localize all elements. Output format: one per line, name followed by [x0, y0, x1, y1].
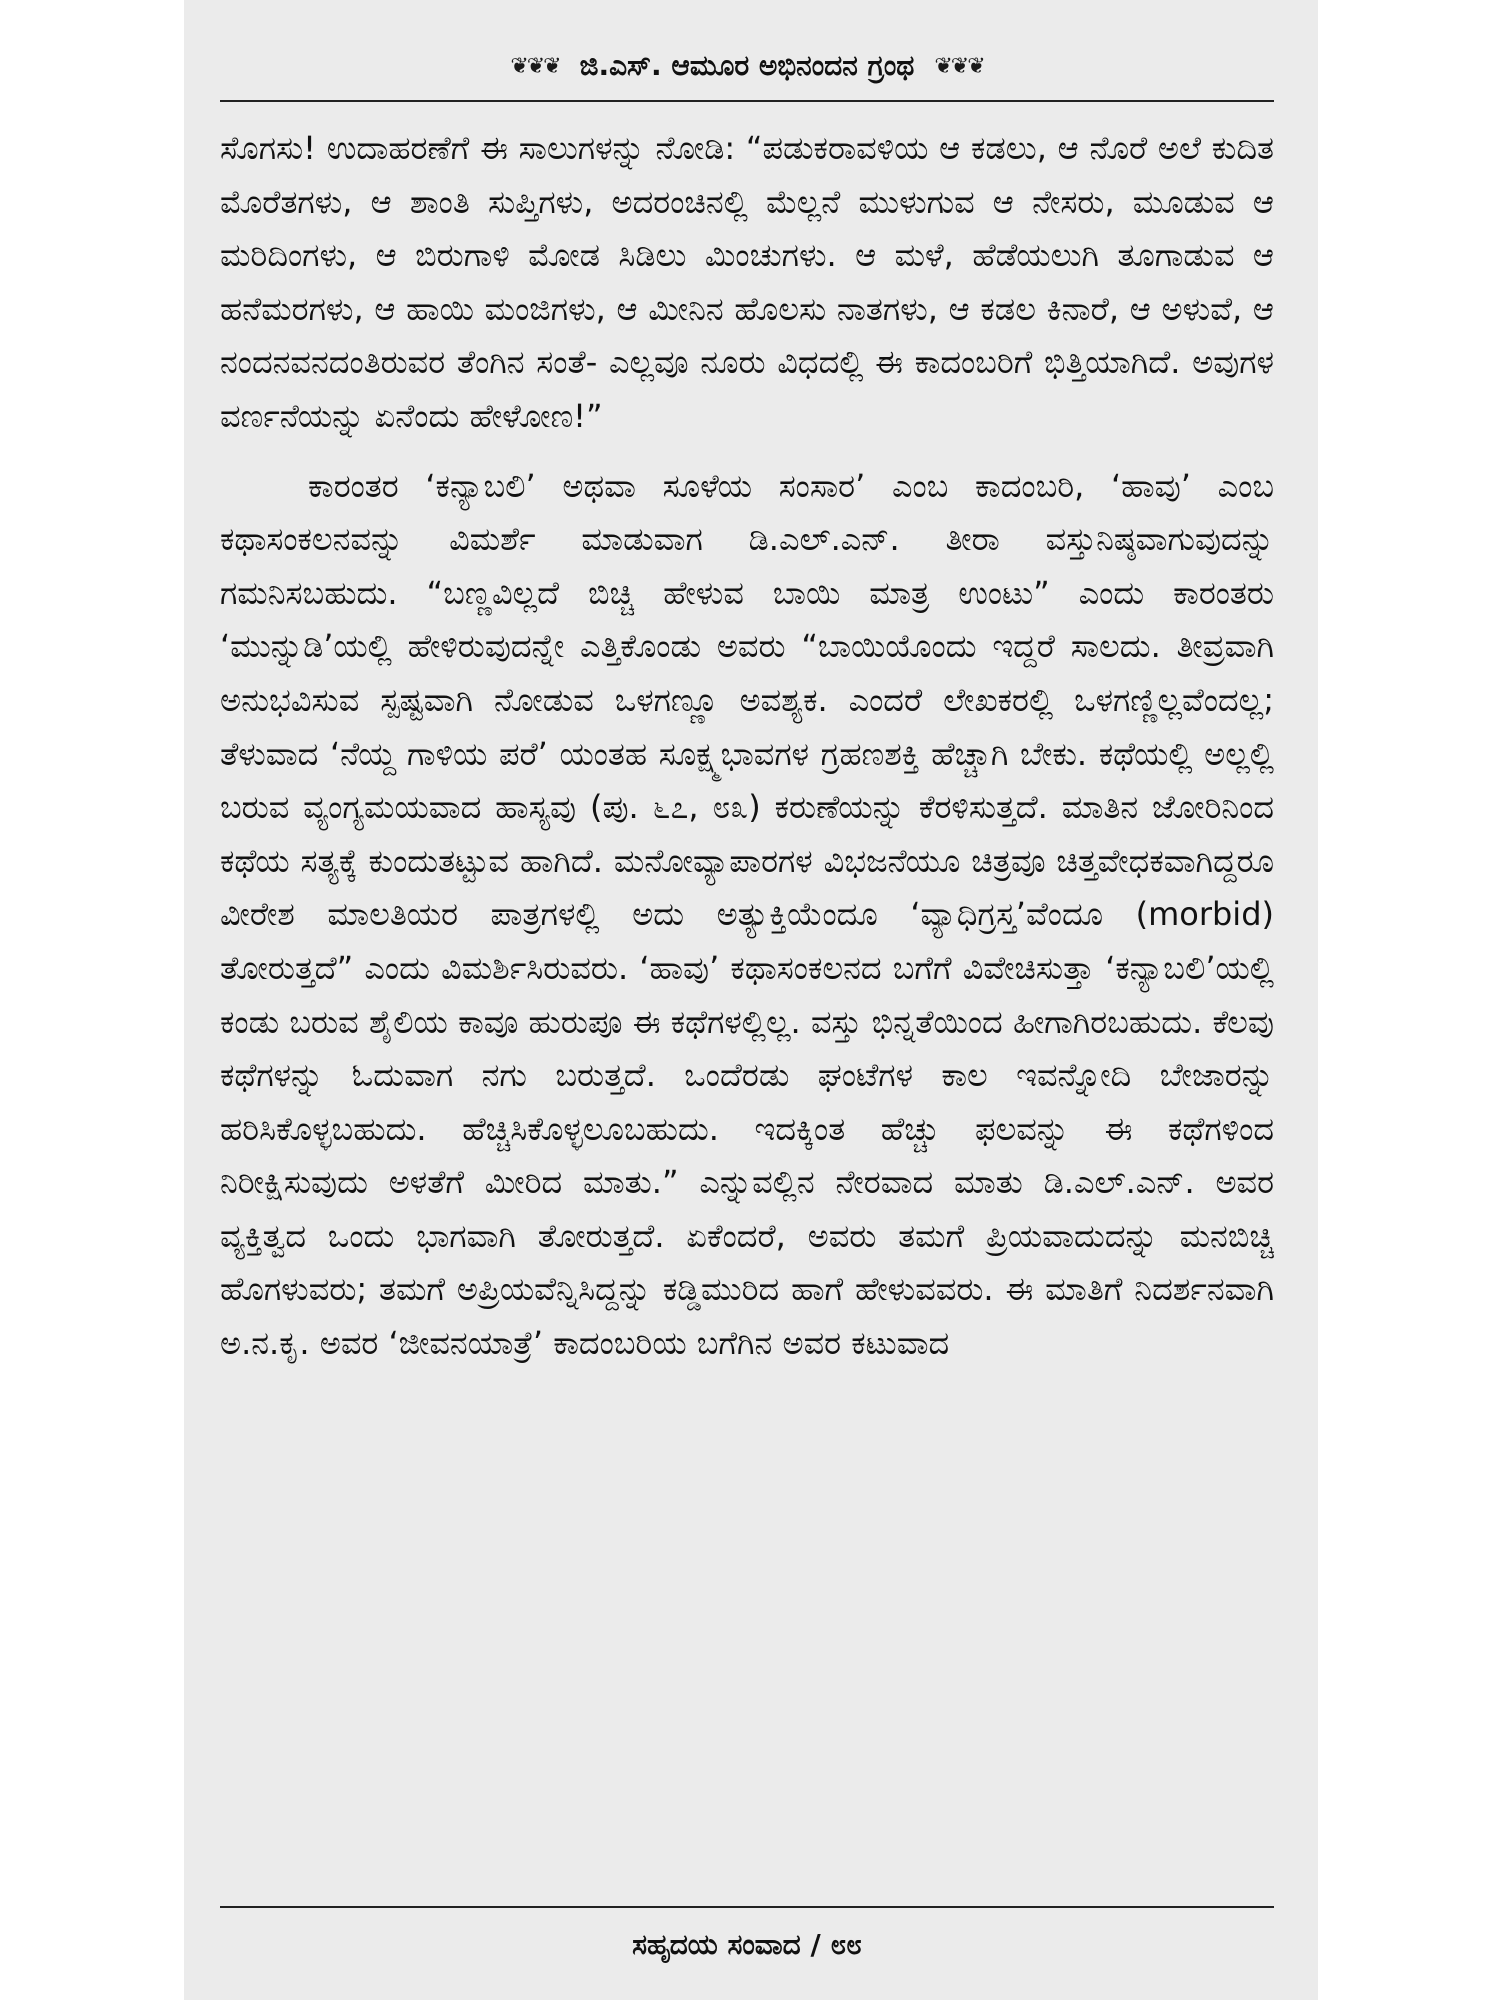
header-ornament-right: ❦❦❦: [934, 53, 984, 79]
header-title: ಜಿ.ಎಸ್. ಆಮೂರ ಅಭಿನಂದನ ಗ್ರಂಥ: [579, 49, 915, 82]
body-text: [220, 122, 1274, 1371]
paragraph-1: ಸೊಗಸು! ಉದಾಹರಣೆಗೆ ಈ ಸಾಲುಗಳನ್ನು ನೋಡಿ: “ಪಡುಕರಾವಳಿಯ ಆ ಕಡಲು, ಆ ನೊರೆ ಅಲೆ ಕುದಿತ ಮೊರೆತಗಳು, ಆ ಶಾಂತಿ ಸುಪ್ತಿಗಳು, ಅದರಂಚಿನಲ್ಲಿ ಮೆಲ್ಲನೆ ಮುಳುಗುವ ಆ ನೇಸರು, ಮೂಡುವ ಆ ಮರಿದಿಂಗಳು, ಆ ಬಿರುಗಾಳಿ ಮೋಡ ಸಿಡಿಲು ಮಿಂಚುಗಳು. ಆ ಮಳೆ, ಹೆಡೆಯಲುಗಿ ತೂಗಾಡುವ ಆ ಹನೆಮರಗಳು, ಆ ಹಾಯಿ ಮಂಜಿಗಳು, ಆ ಮೀನಿನ ಹೊಲಸು ನಾತಗಳು, ಆ ಕಡಲ ಕಿನಾರೆ, ಆ ಅಳುವೆ, ಆ ನಂದನವನದಂತಿರುವರ ತೆಂಗಿನ ಸಂತೆ- ಎಲ್ಲವೂ ನೂರು ವಿಧದಲ್ಲಿ ಈ ಕಾದಂಬರಿಗೆ ಭಿತ್ತಿಯಾಗಿದೆ. ಅವುಗಳ ವರ್ಣನೆಯನ್ನು ಏನೆಂದು ಹೇಳೋಣ!”: [220, 129, 1274, 435]
footer-rule: [220, 1906, 1274, 1908]
header-ornament-left: ❦❦❦: [510, 53, 560, 79]
header-rule: [220, 100, 1274, 102]
running-footer: ಸಹೃದಯ ಸಂವಾದ / ೮೮: [632, 1928, 862, 1961]
running-header: [220, 46, 1274, 86]
paragraph-2: ಕಾರಂತರ ‘ಕನ್ಯಾಬಲಿ’ ಅಥವಾ ಸೂಳೆಯ ಸಂಸಾರ’ ಎಂಬ ಕಾದಂಬರಿ, ‘ಹಾವು’ ಎಂಬ ಕಥಾಸಂಕಲನವನ್ನು ವಿಮರ್ಶೆ ಮಾಡುವಾಗ ಡಿ.ಎಲ್.ಎನ್. ತೀರಾ ವಸ್ತುನಿಷ್ಠವಾಗುವುದನ್ನು ಗಮನಿಸಬಹುದು. “ಬಣ್ಣವಿಲ್ಲದೆ ಬಿಚ್ಚಿ ಹೇಳುವ ಬಾಯಿ ಮಾತ್ರ ಉಂಟು” ಎಂದು ಕಾರಂತರು ‘ಮುನ್ನುಡಿ’ಯಲ್ಲಿ ಹೇಳಿರುವುದನ್ನೇ ಎತ್ತಿಕೊಂಡು ಅವರು “ಬಾಯಿಯೊಂದು ಇದ್ದರೆ ಸಾಲದು. ತೀವ್ರವಾಗಿ ಅನುಭವಿಸುವ ಸ್ಪಷ್ಟವಾಗಿ ನೋಡುವ ಒಳಗಣ್ಣೂ ಅವಶ್ಯಕ. ಎಂದರೆ ಲೇಖಕರಲ್ಲಿ ಒಳಗಣ್ಣಿಲ್ಲವೆಂದಲ್ಲ; ತೆಳುವಾದ ‘ನೆಯ್ದ ಗಾಳಿಯ ಪರೆ’ ಯಂತಹ ಸೂಕ್ಷ್ಮಭಾವಗಳ ಗ್ರಹಣಶಕ್ತಿ ಹೆಚ್ಚಾಗಿ ಬೇಕು. ಕಥೆಯಲ್ಲಿ ಅಲ್ಲಲ್ಲಿ ಬರುವ ವ್ಯಂಗ್ಯಮಯವಾದ ಹಾಸ್ಯವು (ಪು. ೬೭, ೮೩) ಕರುಣೆಯನ್ನು ಕೆರಳಿಸುತ್ತದೆ. ಮಾತಿನ ಜೋರಿನಿಂದ ಕಥೆಯ ಸತ್ಯಕ್ಕೆ ಕುಂದುತಟ್ಟುವ ಹಾಗಿದೆ. ಮನೋವ್ಯಾಪಾರಗಳ ವಿಭಜನೆಯೂ ಚಿತ್ರವೂ ಚಿತ್ತವೇಧಕವಾಗಿದ್ದರೂ ವೀರೇಶ ಮಾಲತಿಯರ ಪಾತ್ರಗಳಲ್ಲಿ ಅದು ಅತ್ಯುಕ್ತಿಯೆಂದೂ ‘ವ್ಯಾಧಿಗ್ರಸ್ತ’ವೆಂದೂ (morbid) ತೋರುತ್ತದೆ” ಎಂದು ವಿಮರ್ಶಿಸಿರುವರು. ‘ಹಾವು’ ಕಥಾಸಂಕಲನದ ಬಗೆಗೆ ವಿವೇಚಿಸುತ್ತಾ ‘ಕನ್ಯಾಬಲಿ’ಯಲ್ಲಿ ಕಂಡು ಬರುವ ಶೈಲಿಯ ಕಾವೂ ಹುರುಪೂ ಈ ಕಥೆಗಳಲ್ಲಿಲ್ಲ. ವಸ್ತು ಭಿನ್ನತೆಯಿಂದ ಹೀಗಾಗಿರಬಹುದು. ಕೆಲವು ಕಥೆಗಳನ್ನು ಓದುವಾಗ ನಗು ಬರುತ್ತದೆ. ಒಂದೆರಡು ಘಂಟೆಗಳ ಕಾಲ ಇವನ್ನೋದಿ ಬೇಜಾರನ್ನು ಹರಿಸಿಕೊಳ್ಳಬಹುದು. ಹೆಚ್ಚಿಸಿಕೊಳ್ಳಲೂಬಹುದು. ಇದಕ್ಕಿಂತ ಹೆಚ್ಚು ಫಲವನ್ನು ಈ ಕಥೆಗಳಿಂದ ನಿರೀಕ್ಷಿಸುವುದು ಅಳತೆಗೆ ಮೀರಿದ ಮಾತು.” ಎನ್ನುವಲ್ಲಿನ ನೇರವಾದ ಮಾತು ಡಿ.ಎಲ್.ಎನ್. ಅವರ ವ್ಯಕ್ತಿತ್ವದ ಒಂದು ಭಾಗವಾಗಿ ತೋರುತ್ತದೆ. ಏಕೆಂದರೆ, ಅವರು ತಮಗೆ ಪ್ರಿಯವಾದುದನ್ನು ಮನಬಿಚ್ಚಿ ಹೊಗಳುವರು; ತಮಗೆ ಅಪ್ರಿಯವೆನ್ನಿಸಿದ್ದನ್ನು ಕಡ್ಡಿಮುರಿದ ಹಾಗೆ ಹೇಳುವವರು. ಈ ಮಾತಿಗೆ ನಿದರ್ಶನವಾಗಿ ಅ.ನ.ಕೃ. ಅವರ ‘ಜೀವನಯಾತ್ರೆ’ ಕಾದಂಬರಿಯ ಬಗೆಗಿನ ಅವರ ಕಟುವಾದ: [220, 466, 1274, 1363]
